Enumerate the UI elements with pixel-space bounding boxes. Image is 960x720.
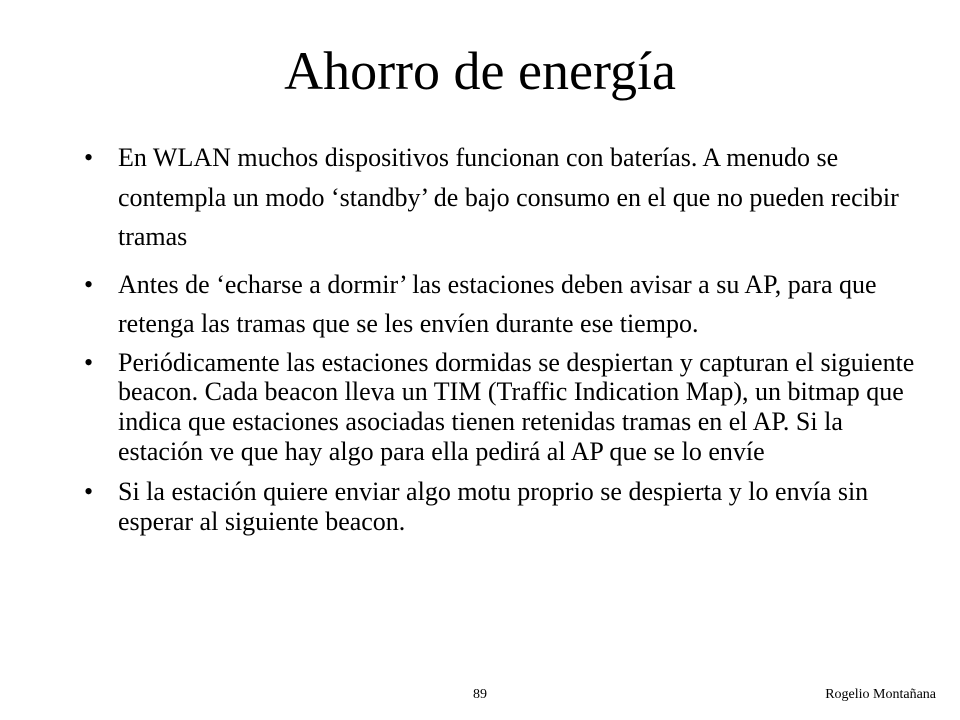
bullet-text: Periódicamente las estaciones dormidas se despiertan y capturan el siguiente beacon. Cada beacon lleva un TIM (Traffic Indication Map), un bitmap que indica que estaciones asociadas tienen retenidas tramas en el AP. Si la estación ve que hay algo para ella pedirá al AP que se lo envíe (118, 347, 915, 467)
author-name: Rogelio Montañana (825, 687, 936, 702)
bullet-text: Antes de ‘echarse a dormir’ las estaciones deben avisar a su AP, para que retenga las tramas que se les envíen durante ese tiempo. (118, 269, 877, 339)
bullet-item (84, 477, 920, 537)
bullet-text: En WLAN muchos dispositivos funcionan con baterías. A menudo se contempla un modo ‘standby’ de bajo consumo en el que no pueden recibir tramas (118, 143, 899, 252)
bullet-item (84, 265, 920, 344)
bullet-text: Si la estación quiere enviar algo motu proprio se despierta y lo envía sin esperar al siguiente beacon. (118, 477, 869, 537)
bullet-marker: • (84, 347, 94, 377)
bullet-list (84, 138, 920, 547)
slide-title: Ahorro de energía (284, 41, 676, 101)
bullet-item (84, 348, 920, 468)
bullet-marker: • (84, 143, 94, 172)
bullet-marker: • (84, 477, 94, 507)
bullet-marker: • (84, 269, 94, 299)
page-number: 89 (473, 687, 487, 702)
bullet-item (84, 138, 920, 257)
